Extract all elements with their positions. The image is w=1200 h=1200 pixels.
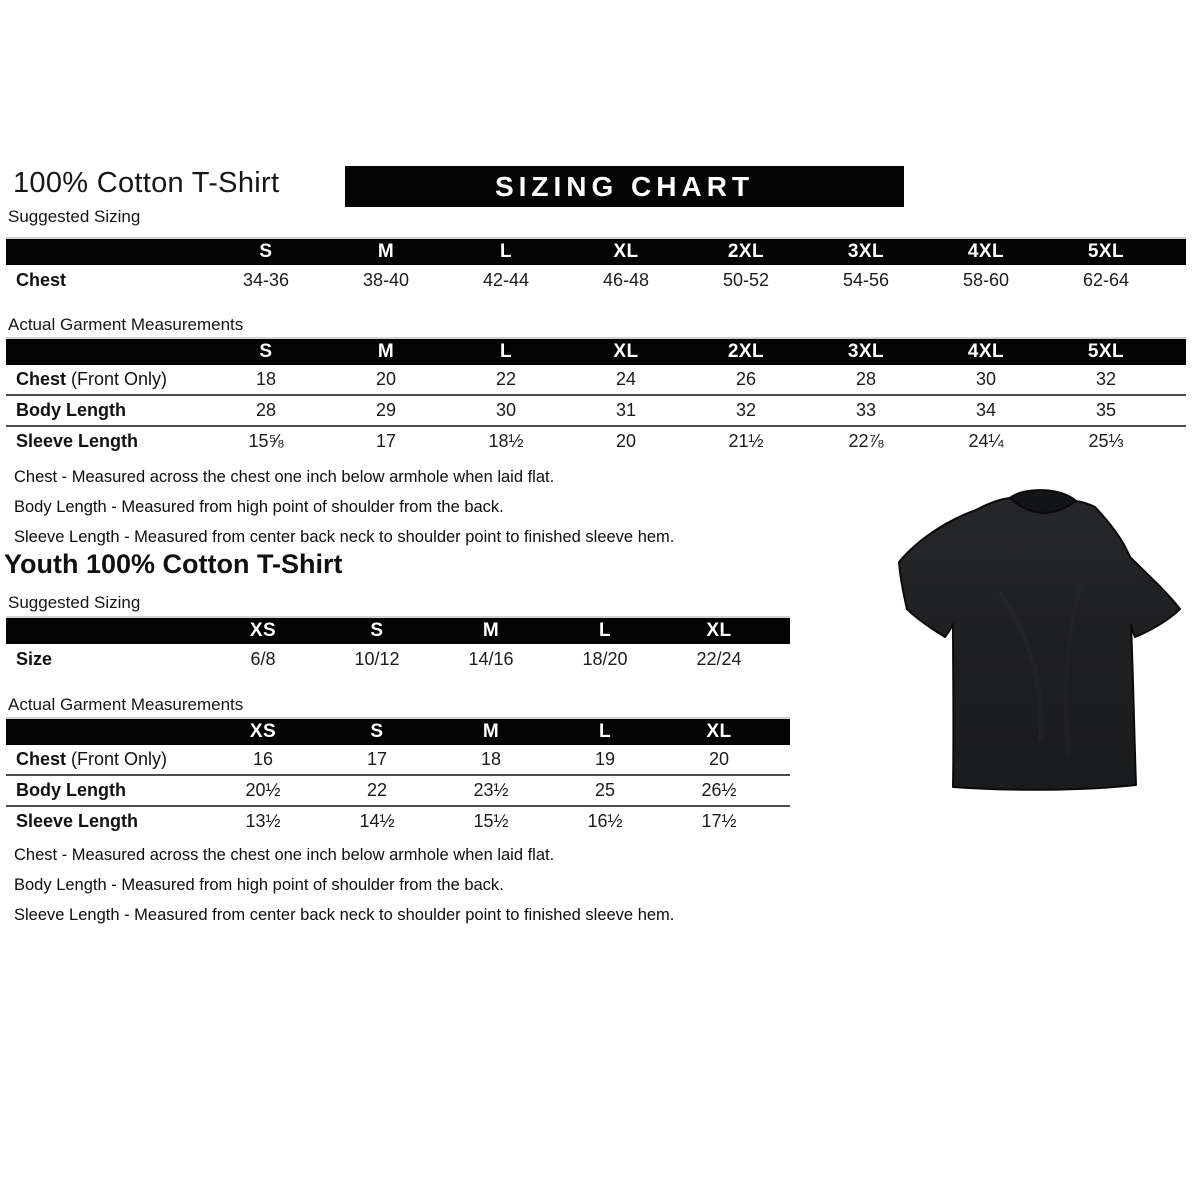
- col-header: XL: [613, 341, 639, 362]
- value-cell: 18: [480, 749, 502, 769]
- col-header: XL: [706, 620, 732, 641]
- value-cell: 10/12: [354, 648, 400, 669]
- youth-actual-label: Actual Garment Measurements: [8, 695, 244, 714]
- value-cell: 20½: [245, 780, 281, 800]
- page-title: 100% Cotton T-Shirt: [13, 167, 280, 199]
- col-header: L: [499, 241, 513, 262]
- note-line: Chest - Measured across the chest one inch below armhole when laid flat.: [14, 846, 555, 864]
- col-header: XS: [249, 620, 277, 641]
- value-cell: 14½: [359, 811, 395, 831]
- value-cell: 22: [495, 369, 517, 389]
- row-label: Sleeve Length: [16, 431, 139, 451]
- value-cell: 18½: [488, 431, 524, 451]
- value-cell: 17: [366, 749, 388, 769]
- youth-suggested-table: [6, 616, 790, 674]
- note-line: Sleeve Length - Measured from center back neck to shoulder point to finished sleeve hem.: [14, 906, 675, 924]
- adult-suggested-label: Suggested Sizing: [8, 207, 141, 226]
- value-cell: 15½: [473, 811, 509, 831]
- col-header: 5XL: [1087, 241, 1125, 262]
- value-cell: 35: [1095, 400, 1117, 420]
- col-header: 2XL: [727, 241, 765, 262]
- col-header: M: [377, 341, 395, 362]
- adult-measurement-notes: [14, 462, 674, 552]
- table-row-sleeve-length: [6, 805, 790, 836]
- col-header: M: [482, 721, 500, 742]
- value-cell: 21½: [728, 431, 764, 451]
- table-row-size: [6, 644, 790, 674]
- note-line: Body Length - Measured from high point of shoulder from the back.: [14, 498, 504, 516]
- adult-actual-table: [6, 337, 1186, 456]
- value-cell: 28: [255, 400, 277, 420]
- col-header: M: [377, 241, 395, 262]
- value-cell: 32: [735, 400, 757, 420]
- value-cell: 17: [375, 431, 397, 451]
- col-header: S: [370, 721, 384, 742]
- row-label: Sleeve Length: [16, 811, 139, 831]
- value-cell: 42-44: [482, 269, 530, 290]
- value-cell: 17½: [701, 811, 737, 831]
- col-header: S: [370, 620, 384, 641]
- value-cell: 13½: [245, 811, 281, 831]
- adult-actual-header-row: [6, 337, 1186, 365]
- value-cell: 23½: [473, 780, 509, 800]
- row-label: Chest (Front Only): [16, 369, 168, 389]
- col-header: 3XL: [847, 241, 885, 262]
- value-cell: 24¼: [968, 431, 1004, 451]
- value-cell: 62-64: [1082, 269, 1130, 290]
- col-header: 4XL: [967, 341, 1005, 362]
- value-cell: 20: [375, 369, 397, 389]
- youth-title: Youth 100% Cotton T-Shirt: [4, 549, 343, 579]
- col-header: S: [259, 241, 273, 262]
- value-cell: 15⅝: [248, 431, 284, 451]
- youth-actual-table: [6, 717, 790, 836]
- table-row-body-length: [6, 394, 1186, 425]
- value-cell: 28: [855, 369, 877, 389]
- tshirt-body: [899, 498, 1180, 790]
- value-cell: 24: [615, 369, 637, 389]
- youth-actual-header-row: [6, 717, 790, 745]
- value-cell: 6/8: [250, 648, 276, 669]
- value-cell: 25: [594, 780, 616, 800]
- col-header: L: [598, 721, 612, 742]
- col-header: 4XL: [967, 241, 1005, 262]
- value-cell: 32: [1095, 369, 1117, 389]
- row-label: Chest (Front Only): [16, 749, 168, 769]
- value-cell: 58-60: [962, 269, 1010, 290]
- value-cell: 22/24: [696, 648, 742, 669]
- row-label: Size: [16, 648, 53, 669]
- value-cell: 46-48: [602, 269, 650, 290]
- value-cell: 25⅓: [1088, 431, 1124, 451]
- value-cell: 20: [708, 749, 730, 769]
- black-tshirt-photo: [891, 474, 1191, 804]
- col-header: S: [259, 341, 273, 362]
- table-row-chest-front-only: [6, 365, 1186, 394]
- sizing-chart-banner: [345, 166, 904, 207]
- value-cell: 33: [855, 400, 877, 420]
- col-header: 3XL: [847, 341, 885, 362]
- value-cell: 22⅞: [848, 431, 884, 451]
- col-header: M: [482, 620, 500, 641]
- col-header: L: [499, 341, 513, 362]
- value-cell: 30: [495, 400, 517, 420]
- table-row-chest-front-only: [6, 745, 790, 774]
- banner-text: SIZING CHART: [494, 170, 755, 202]
- value-cell: 14/16: [468, 648, 514, 669]
- youth-measurement-notes: [14, 840, 674, 930]
- value-cell: 26½: [701, 780, 737, 800]
- adult-suggested-table: [6, 237, 1186, 295]
- value-cell: 54-56: [842, 269, 890, 290]
- table-row-body-length: [6, 774, 790, 805]
- youth-suggested-header-row: [6, 616, 790, 644]
- adult-suggested-header-row: [6, 237, 1186, 265]
- value-cell: 18/20: [582, 648, 628, 669]
- col-header: XL: [706, 721, 732, 742]
- table-row-sleeve-length: [6, 425, 1186, 456]
- value-cell: 34-36: [242, 269, 290, 290]
- value-cell: 29: [375, 400, 397, 420]
- value-cell: 34: [975, 400, 997, 420]
- value-cell: 20: [615, 431, 637, 451]
- value-cell: 26: [735, 369, 757, 389]
- table-row-chest: [6, 265, 1186, 295]
- adult-actual-label: Actual Garment Measurements: [8, 315, 244, 334]
- value-cell: 16½: [587, 811, 623, 831]
- note-line: Sleeve Length - Measured from center back neck to shoulder point to finished sleeve hem.: [14, 528, 675, 546]
- value-cell: 50-52: [722, 269, 770, 290]
- col-header: XS: [249, 721, 277, 742]
- note-line: Chest - Measured across the chest one inch below armhole when laid flat.: [14, 468, 555, 486]
- row-label: Body Length: [16, 780, 126, 800]
- value-cell: 22: [366, 780, 388, 800]
- value-cell: 30: [975, 369, 997, 389]
- note-line: Body Length - Measured from high point of shoulder from the back.: [14, 876, 504, 894]
- value-cell: 31: [615, 400, 637, 420]
- value-cell: 38-40: [362, 269, 410, 290]
- value-cell: 19: [594, 749, 616, 769]
- col-header: 5XL: [1087, 341, 1125, 362]
- value-cell: 16: [252, 749, 274, 769]
- row-label: Body Length: [16, 400, 126, 420]
- col-header: 2XL: [727, 341, 765, 362]
- value-cell: 18: [255, 369, 277, 389]
- col-header: XL: [613, 241, 639, 262]
- youth-suggested-label: Suggested Sizing: [8, 593, 141, 612]
- col-header: L: [598, 620, 612, 641]
- row-label: Chest: [16, 269, 67, 290]
